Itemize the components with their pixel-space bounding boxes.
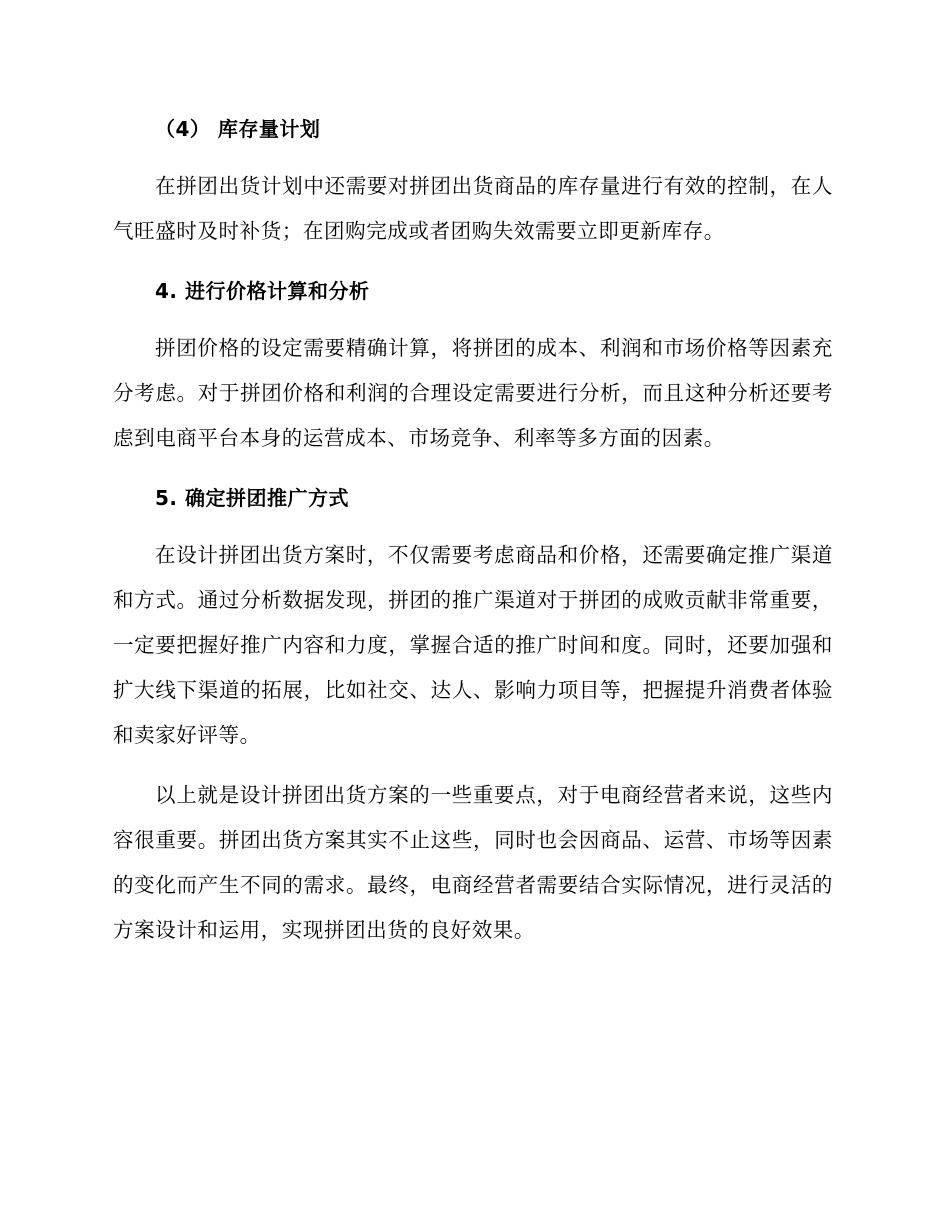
paragraph-promotion: 在设计拼团出货方案时，不仅需要考虑商品和价格，还需要确定推广渠道和方式。通过分析数据发现，拼团的推广渠道对于拼团的成败贡献非常重要，一定要把握好推广内容和力度，掌握合适的推广时间和度。同时，还要加强和扩大线下渠道的拓展，比如社交、达人、影响力项目等，把握提升消费者体验和卖家好评等。 [113, 543, 833, 747]
document-page [113, 107, 833, 953]
paragraph-conclusion: 以上就是设计拼团出货方案的一些重要点，对于电商经营者来说，这些内容很重要。拼团出货方案其实不止这些，同时也会因商品、运营、市场等因素的变化而产生不同的需求。最终，电商经营者需要结合实际情况，进行灵活的方案设计和运用，实现拼团出货的良好效果。 [113, 783, 833, 942]
section-heading-price-analysis: 4. 进行价格计算和分析 [155, 279, 370, 303]
section-heading-inventory-plan: （4） 库存量计划 [155, 117, 321, 141]
paragraph-inventory-plan: 在拼团出货计划中还需要对拼团出货商品的库存量进行有效的控制，在人气旺盛时及时补货；在团购完成或者团购失效需要立即更新库存。 [113, 174, 833, 243]
section-heading-promotion: 5. 确定拼团推广方式 [155, 486, 349, 510]
paragraph-price-analysis: 拼团价格的设定需要精确计算，将拼团的成本、利润和市场价格等因素充分考虑。对于拼团价格和利润的合理设定需要进行分析，而且这种分析还要考虑到电商平台本身的运营成本、市场竞争、利率等多方面的因素。 [113, 336, 833, 450]
